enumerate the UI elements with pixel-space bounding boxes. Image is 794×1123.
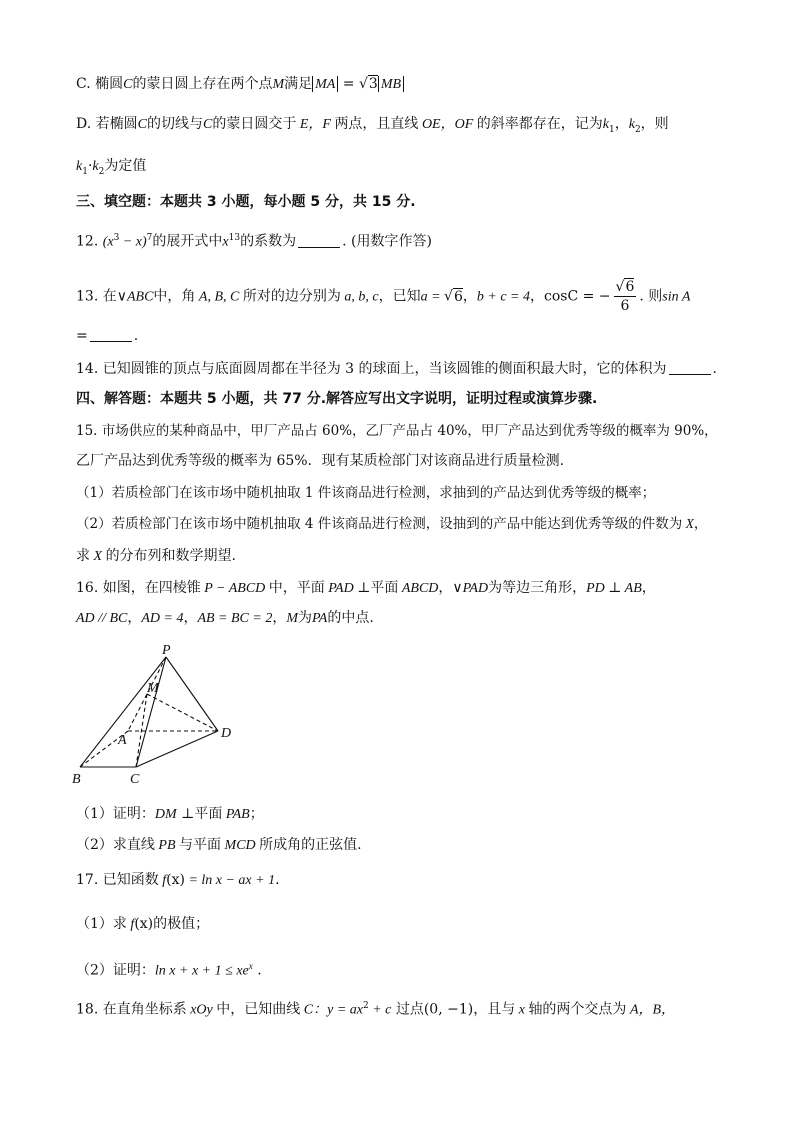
label-b: B (72, 772, 81, 787)
option-c: C. 椭圆C的蒙日圆上存在两个点M满足 MA = √3 MB (76, 74, 404, 95)
question-15-part2-line2: 求 X 的分布列和数学期望. (76, 548, 237, 564)
option-d: D. 若椭圆C的切线与C的蒙日圆交于 E，F 两点，且直线 OE，OF 的斜率都存在，记为$k_1$，$k_2$，则 (76, 116, 669, 135)
question-15-line2: 乙厂产品达到优秀等级的概率为 65%．现有某质检部门对该商品进行质量检测. (76, 453, 565, 469)
section-3-heading: 三、填空题：本题共 3 小题，每小题 5 分，共 15 分. (76, 194, 416, 210)
question-17: 17. 已知函数 f(x) = ln x − ax + 1. (76, 872, 280, 888)
answer-blank[interactable] (669, 360, 711, 375)
question-17-part2: （2）证明：$\ln x + x + 1 \le xe^x$ . (76, 961, 262, 979)
question-14: 14. 已知圆锥的顶点与底面圆周都在半径为 3 的球面上，当该圆锥的侧面积最大时，它的体积为 . (76, 361, 717, 377)
answer-blank[interactable] (90, 327, 132, 342)
edge-pc (136, 657, 166, 767)
question-15-part1: （1）若质检部门在该市场中随机抽取 1 件该商品进行检测，求抽到的产品达到优秀等级的概率； (76, 485, 656, 501)
question-17-part1: （1）求 f(x)的极值； (76, 916, 210, 932)
question-13-line2: = . (76, 328, 139, 344)
question-16: 16. 如图，在四棱锥 P − ABCD 中，平面 PAD ⊥平面 ABCD，∨PAD为等边三角形，PD ⊥ AB， (76, 580, 656, 596)
label-m: M (147, 681, 159, 696)
edge-pd (166, 657, 218, 731)
edge-md (147, 694, 218, 731)
question-15: 15. 市场供应的某种商品中，甲厂产品占 60%，乙厂产品占 40%，甲厂产品达到优秀等级的概率为 90%， (76, 423, 718, 439)
label-c: C (130, 772, 140, 787)
section-4-heading: 四、解答题：本题共 5 小题，共 77 分.解答应写出文字说明，证明过程或演算步骤. (76, 391, 598, 407)
question-16-line2: AD // BC，AD = 4，AB = BC = 2，M为PA的中点. (76, 610, 374, 626)
question-16-part2: （2）求直线 PB 与平面 MCD 所成角的正弦值. (76, 837, 362, 853)
question-12: 12. $(x^3 - x)^7$的展开式中$x^{13}$的系数为 . (用数字作答) (76, 233, 432, 250)
label-p: P (162, 643, 171, 658)
pyramid-figure (70, 640, 260, 790)
answer-blank[interactable] (298, 233, 340, 248)
question-15-part2: （2）若质检部门在该市场中随机抽取 4 件该商品进行检测，设抽到的产品中能达到优秀等级的件数为 X， (76, 516, 708, 532)
label-d: D (221, 726, 232, 741)
label-a: A (118, 733, 127, 748)
question-16-part1: （1）证明：DM ⊥平面 PAB； (76, 806, 264, 822)
question-18: 18. 在直角坐标系 xOy 中，已知曲线 C：$y = ax^2 + c$ 过点(0, −1)，且与 x 轴的两个交点为 A，B， (76, 1001, 676, 1018)
question-13: 13. 在∨ABC中，角 A, B, C 所对的边分别为 a, b, c，已知a = √6，b + c = 4，cosC = − $\frac{√6}{6}$ . 则sin A (76, 279, 691, 314)
edge-pb (80, 657, 166, 767)
option-d-line2: $k_1\cdot k_2$为定值 (76, 158, 147, 177)
edge-cd (136, 731, 218, 767)
